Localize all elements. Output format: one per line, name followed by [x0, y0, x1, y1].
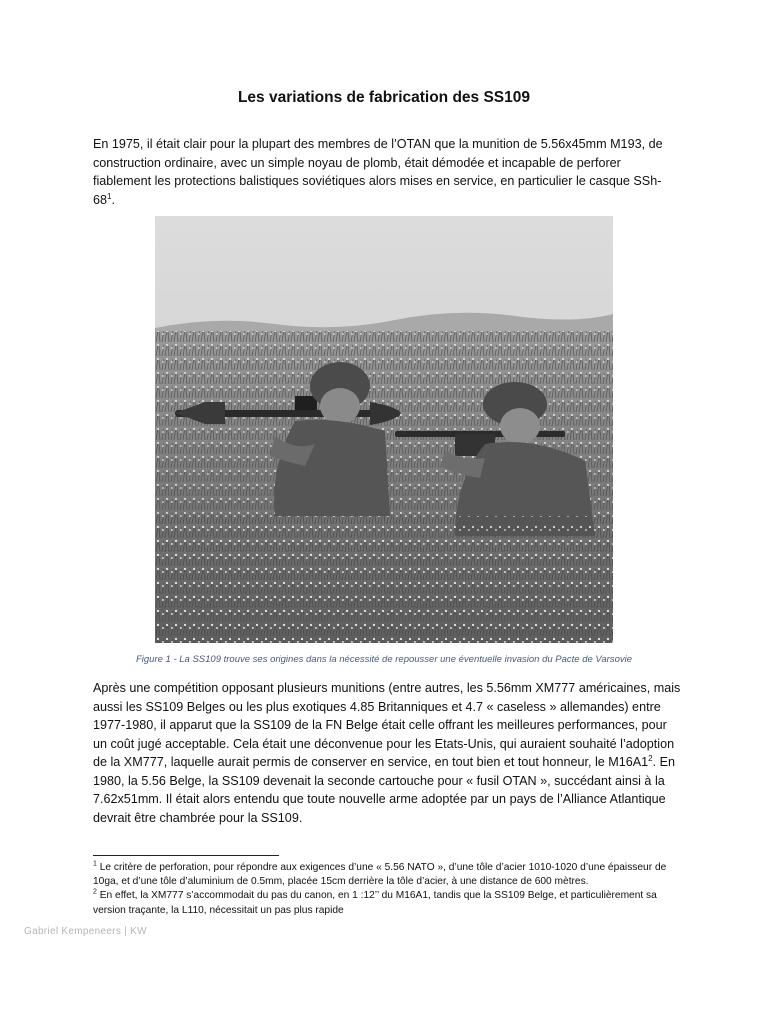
paragraph-intro-text: En 1975, il était clair pour la plupart des membres de l’OTAN que la munition de 5.56x45mm M193, de construction ordinaire, avec un simple noyau de plomb, était démodée et incapable de perforer fiablement les protections balistiques soviétiques alors mises en service, en particulier le casque SSh-68 [93, 137, 663, 207]
paragraph-competition-text-b: . En 1980, la 5.56 Belge, la SS109 devenait la seconde cartouche pour « fusil OTAN », succédant ainsi à la 7.62x51mm. Il était alors entendu que toute nouvelle arme adoptée par un pays de l’Alliance Atlantique devrait être chambrée pour la SS109. [93, 755, 676, 825]
footnote-ref-1[interactable]: 1 [107, 191, 112, 201]
footnote-number-1: 1 [93, 860, 97, 868]
footnote-number-2: 2 [93, 889, 97, 897]
page-footer: Gabriel Kempeneers | KW [24, 926, 147, 937]
document-title: Les variations de fabrication des SS109 [237, 89, 531, 106]
figure-caption: Figure 1 - La SS109 trouve ses origines dans la nécessité de repousser une éventuelle invasion du Pacte de Varsovie [135, 654, 633, 665]
paragraph-competition [93, 679, 681, 827]
soldiers-photo [155, 216, 613, 643]
footnote-ref-2[interactable]: 2 [648, 753, 653, 763]
footnote-1 [93, 861, 681, 889]
footnote-2 [93, 889, 681, 917]
paragraph-intro [93, 135, 681, 209]
footnote-text-2: En effet, la XM777 s’accommodait du pas du canon, en 1 :12’’ du M16A1, tandis que la SS109 Belge, et particulièrement sa version traçante, la L110, nécessitait un pas plus rapide [93, 890, 657, 916]
paragraph-intro-end: . [111, 192, 115, 207]
footnotes [93, 861, 681, 918]
footnote-text-1: Le critère de perforation, pour répondre aux exigences d’une « 5.56 NATO », d’une tôle d’acier 1010-1020 d’une épaisseur de 10ga, et d’une tôle d’aluminium de 0.5mm, placée 15cm derrière la tôle d’acier, à une distance de 600 mètres. [93, 862, 667, 888]
footnote-separator [93, 855, 279, 856]
paragraph-competition-text-a: Après une compétition opposant plusieurs munitions (entre autres, les 5.56mm XM777 américaines, mais aussi les SS109 Belges ou les plus exotiques 4.85 Britanniques et 4.7 « caseless » allemandes) entre 1977-1980, il apparut que la SS109 de la FN Belge était celle offrant les meilleures performances, pour un coût jugé acceptable. Cela était une déconvenue pour les Etats-Unis, qui auraient souhaité l’adoption de la XM777, laquelle aurait permis de conserver en service, en tout bien et tout honneur, le M16A1 [93, 681, 681, 769]
